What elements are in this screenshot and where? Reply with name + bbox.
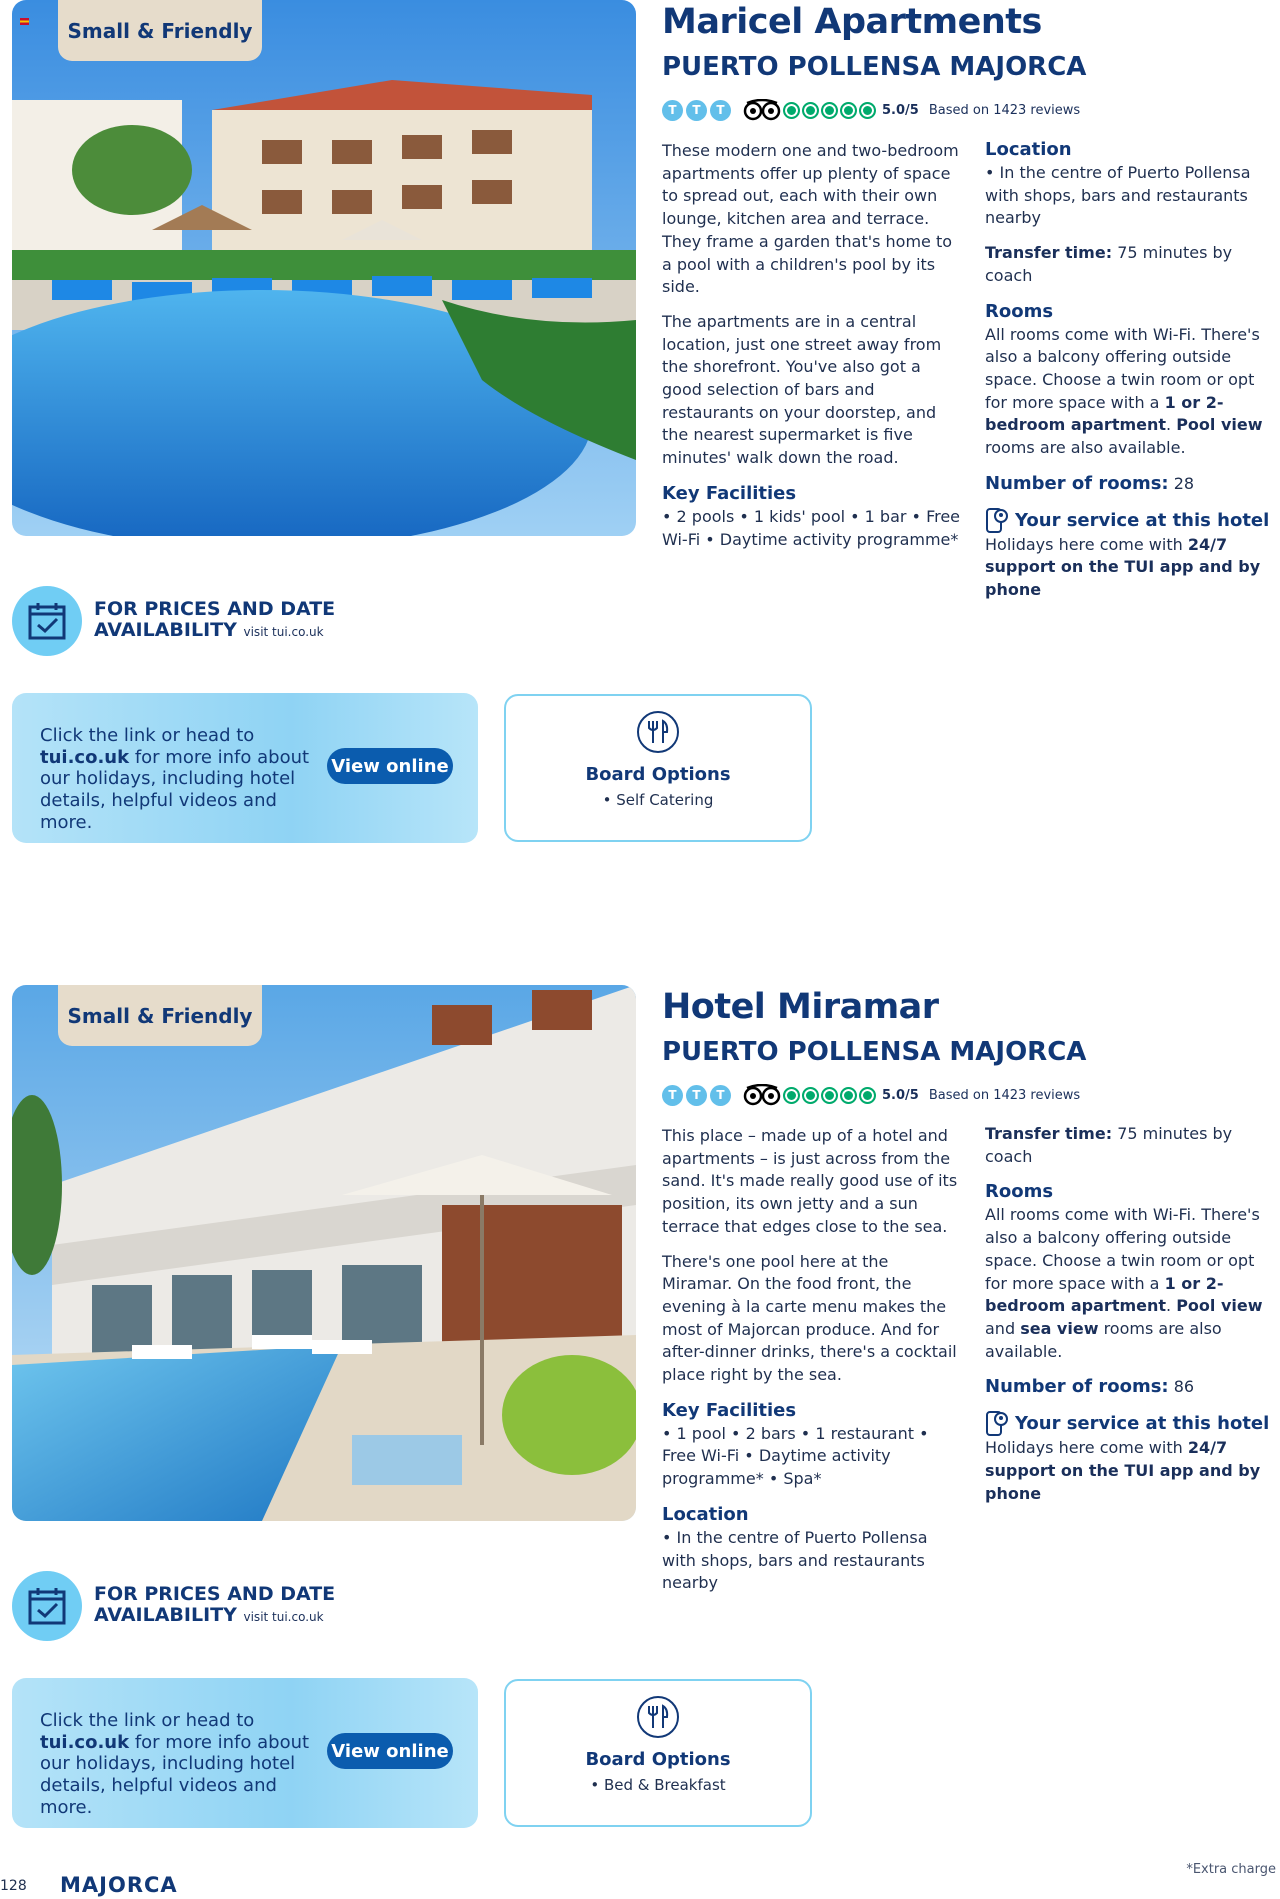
service-text [985,534,1275,602]
tui-rating-dot: T [662,1085,683,1106]
view-online-button[interactable]: View online [327,1733,453,1769]
rooms-text-part: rooms are also available. [985,438,1186,458]
service-section [985,508,1275,602]
description-column [662,1125,962,1607]
region-name: MAJORCA [949,52,1087,82]
location-text: • In the centre of Puerto Pollensa with shops, bars and restaurants nearby [985,163,1251,228]
board-options-card [504,1679,812,1827]
service-heading [985,508,1275,534]
location-heading: Location [662,1503,749,1525]
prices-line-2 [94,620,335,643]
cutlery-icon [636,710,680,754]
prices-text [94,1584,335,1628]
transfer-label: Transfer time: [985,1124,1113,1143]
extra-charge-footnote: *Extra charge [1186,1862,1276,1877]
prices-text [94,599,335,643]
location-heading: Location [985,139,1072,160]
board-options-title: Board Options [585,764,731,785]
resort-name: PUERTO POLLENSA [662,52,941,82]
rating-bubble [802,1087,819,1104]
rooms-text-part: rooms are also available. [985,1318,1222,1361]
tui-rating-dot: T [710,100,731,121]
description-column [662,140,962,563]
key-facilities-text: • 2 pools • 1 kids' pool • 1 bar • Free Wi-Fi • Daytime activity programme* [662,506,961,549]
location-text: • In the centre of Puerto Pollensa with shops, bars and restaurants nearby [662,1527,928,1593]
rooms-text-part: . [1166,415,1177,435]
ratings-row [662,1083,1080,1107]
hotel-name: Hotel Miramar [662,987,939,1027]
rooms-text-bold: Pool view [1176,415,1263,435]
board-options-title: Board Options [585,1749,731,1770]
service-section [985,1411,1275,1505]
prices-line-1: FOR PRICES AND DATE [94,1583,336,1605]
rooms-text-part: and [985,1318,1021,1338]
tui-rating-dot: T [686,100,707,121]
rooms-text [985,324,1275,460]
details-column [985,1123,1275,1517]
rating-bubble [859,102,876,119]
visit-link[interactable]: visit tui.co.uk [243,1610,324,1624]
key-facilities-heading: Key Facilities [662,482,797,504]
ratings-row [662,98,1080,122]
service-text-part: Holidays here come with [985,1438,1188,1458]
rooms-heading: Rooms [985,1181,1054,1203]
tui-rating [662,100,731,121]
cutlery-icon [636,1695,680,1739]
transfer-time [985,1123,1275,1168]
tripadvisor-rating-bubbles [783,102,876,119]
service-text [985,1437,1275,1505]
rating-bubble [802,102,819,119]
transfer-value: 75 minutes by coach [985,243,1233,285]
rooms-text-bold: Pool view [1176,1296,1263,1316]
number-of-rooms-value: 86 [1173,1377,1195,1397]
link-text-part: for more info about our holidays, including hotel details, helpful videos and more. [40,746,310,833]
view-online-button[interactable]: View online [327,748,453,784]
service-text-bold: 24/7 support on the TUI app and by phone [985,534,1261,600]
intro-paragraph: The apartments are in a central location, just one street away from the shorefront. You've also got a good selection of bars and restaurants on your doorstep, and the nearest supermarket is five minutes' walk down the road. [662,311,942,468]
link-text-part: Click the link or head to [40,1710,255,1731]
page-number: 128 [0,1878,27,1894]
transfer-label: Transfer time: [985,243,1113,263]
tripadvisor-score: 5.0/5 [882,1087,919,1103]
tui-website-link[interactable]: tui.co.uk [40,746,130,768]
board-option: • Bed & Breakfast [590,1776,726,1794]
view-online-text [40,1710,330,1819]
intro-paragraph: There's one pool here at the Miramar. On the food front, the evening à la carte menu makes the most of Majorcan produce. And for after-dinner drinks, there's a cocktail place right by the sea. [662,1251,957,1385]
phone-support-icon [985,508,1009,534]
resort-name: PUERTO POLLENSA [662,1037,941,1067]
service-title: Your service at this hotel [1015,509,1270,531]
rating-bubble [821,1087,838,1104]
transfer-time [985,242,1275,287]
tui-rating [662,1085,731,1106]
rooms-text-bold: 1 or 2-bedroom apartment [985,392,1224,435]
transfer-value: 75 minutes by coach [985,1124,1233,1166]
rooms-text [985,1204,1275,1363]
tui-website-link[interactable]: tui.co.uk [40,1731,130,1753]
review-count: Based on 1423 reviews [928,1087,1081,1103]
prices-availability [12,1571,335,1641]
prices-line-1: FOR PRICES AND DATE [94,598,336,620]
number-of-rooms-label: Number of rooms: [985,472,1169,494]
service-heading [985,1411,1275,1437]
flag-icon [20,18,29,25]
view-online-text [40,725,330,834]
rating-bubble [859,1087,876,1104]
rating-bubble [783,1087,800,1104]
rating-bubble [840,1087,857,1104]
rooms-heading: Rooms [985,300,1054,322]
tui-rating-dot: T [686,1085,707,1106]
tui-rating-dot: T [662,100,683,121]
number-of-rooms-label: Number of rooms: [985,1376,1169,1398]
page-region-label: MAJORCA [60,1873,178,1897]
rooms-text-part: All rooms come with Wi-Fi. There's also a balcony offering outside space. Choose a twin room or opt for more space with a [985,324,1260,412]
hotel-photo [12,985,636,1521]
prices-line-2 [94,1605,335,1628]
number-of-rooms-value: 28 [1173,473,1195,493]
small-friendly-tag: Small & Friendly [58,0,262,61]
phone-support-icon [985,1411,1009,1437]
review-count: Based on 1423 reviews [928,102,1081,118]
rating-bubble [783,102,800,119]
tui-rating-dot: T [710,1085,731,1106]
tripadvisor-score: 5.0/5 [882,102,919,118]
hotel-location-heading [662,52,1086,82]
region-name: MAJORCA [949,1037,1087,1067]
board-option: • Self Catering [602,791,714,809]
visit-link[interactable]: visit tui.co.uk [243,625,324,639]
hotel-name: Maricel Apartments [662,2,1042,42]
service-text-bold: 24/7 support on the TUI app and by phone [985,1438,1261,1503]
availability-label: AVAILABILITY [94,619,237,641]
rooms-text-bold: 1 or 2-bedroom apartment [985,1273,1224,1316]
view-online-card [12,1678,478,1828]
tripadvisor-owl-icon [743,99,781,121]
availability-label: AVAILABILITY [94,1604,237,1626]
service-text-part: Holidays here come with [985,534,1188,554]
key-facilities-heading: Key Facilities [662,1399,797,1421]
rooms-text-part: . [1166,1296,1177,1316]
rooms-text-bold: sea view [1020,1318,1099,1338]
key-facilities-text: • 1 pool • 2 bars • 1 restaurant • Free Wi-Fi • Daytime activity programme* • Spa* [662,1423,929,1489]
hotel-location-heading [662,1037,1086,1067]
view-online-card [12,693,478,843]
hotel-photo [12,0,636,536]
link-text-part: for more info about our holidays, including hotel details, helpful videos and more. [40,1731,310,1818]
small-friendly-tag: Small & Friendly [58,985,262,1046]
calendar-icon [12,586,82,656]
intro-paragraph: These modern one and two-bedroom apartments offer up plenty of space to spread out, each with their own lounge, kitchen area and terrace. They frame a garden that's home to a pool with a children's pool by its side. [662,141,959,297]
service-title: Your service at this hotel [1015,1413,1270,1435]
intro-paragraph: This place – made up of a hotel and apartments – is just across from the sand. It's made really good use of its position, its own jetty and a sun terrace that edges close to the sea. [662,1126,958,1236]
prices-availability [12,586,335,656]
tripadvisor-owl-icon [743,1084,781,1106]
details-column [985,138,1275,614]
tripadvisor-rating-bubbles [783,1087,876,1104]
calendar-icon [12,1571,82,1641]
link-text-part: Click the link or head to [40,725,255,746]
rating-bubble [821,102,838,119]
rating-bubble [840,102,857,119]
board-options-card [504,694,812,842]
rooms-text-part: All rooms come with Wi-Fi. There's also a balcony offering outside space. Choose a twin room or opt for more space with a [985,1205,1260,1293]
